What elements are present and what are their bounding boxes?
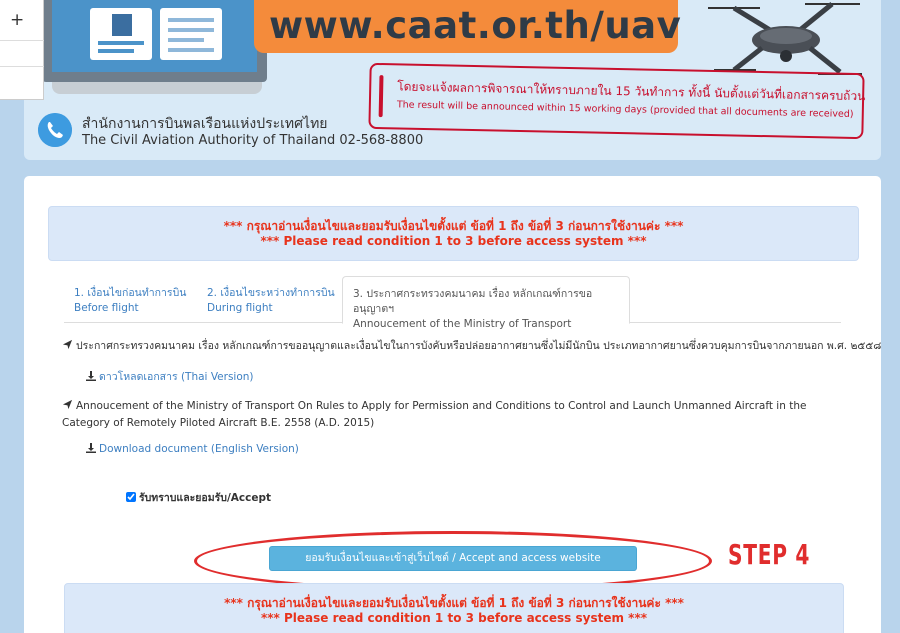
tab-label-english: Annoucement of the Ministry of Transport — [353, 318, 572, 330]
alert-thai: *** กรุณาอ่านเงื่อนไขและยอมรับเงื่อนไขตั้งแต่ ข้อที่ 1 ถึง ข้อที่ 3 ก่อนการใช้งานค่ะ *** — [224, 596, 684, 610]
send-icon — [62, 399, 73, 410]
condition-alert-bottom — [64, 583, 844, 633]
notice-english: The result will be announced within 15 working days (provided that all documents are received) — [396, 99, 854, 120]
download-icon — [86, 371, 96, 381]
result-notice — [368, 63, 864, 139]
laptop-illustration — [42, 0, 267, 82]
alert-thai: *** กรุณาอ่านเงื่อนไขและยอมรับเงื่อนไขตั้งแต่ ข้อที่ 1 ถึง ข้อที่ 3 ก่อนการใช้งานค่ะ *** — [223, 219, 684, 233]
id-card-illustration — [90, 8, 152, 60]
download-thai-link[interactable] — [86, 368, 254, 385]
notice-thai: โดยจะแจ้งผลการพิจารณาให้ทราบภายใน 15 วันทำการ ทั้งนี้ นับตั้งแต่วันที่เอกสารครบถ้วน — [397, 79, 866, 104]
condition-tabs — [64, 276, 841, 330]
alert-english: *** Please read condition 1 to 3 before access system *** — [260, 611, 647, 625]
download-icon — [86, 443, 96, 453]
main-panel — [24, 176, 881, 633]
tab-label-english: Before flight — [74, 302, 139, 314]
accept-checkbox-row[interactable] — [126, 489, 271, 506]
tab-label-thai: 1. เงื่อนไขก่อนทำการบิน — [74, 287, 187, 299]
tab-before-flight[interactable] — [64, 276, 189, 323]
org-name-english: The Civil Aviation Authority of Thailand 02-568-8800 — [82, 133, 424, 148]
url-banner — [254, 0, 682, 53]
laptop-screen — [52, 0, 257, 72]
announcement-english — [62, 398, 842, 432]
download-thai-text: ดาวโหลดเอกสาร (Thai Version) — [99, 371, 254, 383]
laptop-keyboard — [52, 82, 262, 94]
step-annotation: STEP 4 — [728, 538, 811, 571]
tab-label-english: During flight — [207, 302, 273, 314]
condition-alert — [48, 206, 859, 261]
download-english-text: Download document (English Version) — [99, 443, 299, 455]
url-text: www.caat.or.th/uav — [269, 4, 682, 47]
phone-icon — [38, 113, 72, 147]
announcement-english-text: Annoucement of the Ministry of Transport On Rules to Apply for Permission and Conditions to Control and Launch Unmanned Aircraft in the Category of Remotely Piloted Aircraft B.E. 2558 (A.D. 2015) — [62, 400, 807, 429]
tab-label-thai: 3. ประกาศกระทรวงคมนาคม เรื่อง หลักเกณฑ์การขออนุญาตฯ — [353, 288, 593, 315]
document-illustration — [160, 8, 222, 60]
banner — [24, 0, 881, 160]
alert-english: *** Please read condition 1 to 3 before access system *** — [260, 234, 647, 248]
tab-label-thai: 2. เงื่อนไขระหว่างทำการบิน — [207, 287, 335, 299]
zoom-in-button[interactable]: + — [10, 10, 25, 30]
accept-and-access-button[interactable]: ยอมรับเงื่อนไขและเข้าสู่เว็บไซต์ / Accept and access website — [269, 546, 637, 571]
map-zoom-control — [0, 0, 44, 100]
download-english-link[interactable] — [86, 443, 299, 455]
announcement-thai-text: ประกาศกระทรวงคมนาคม เรื่อง หลักเกณฑ์การขออนุญาตและเงื่อนไขในการบังคับหรือปล่อยอากาศยานซึ่งไม่มีนักบิน ประเภทอากาศยานซึ่งควบคุมการบินจากภายนอก พ.ศ. ๒๕๕๘ — [76, 340, 882, 352]
org-name-thai: สำนักงานการบินพลเรือนแห่งประเทศไทย — [82, 116, 328, 132]
send-icon — [62, 339, 73, 350]
announcement-thai — [62, 338, 882, 355]
accept-label: รับทราบและยอมรับ/Accept — [139, 492, 272, 504]
tab-during-flight[interactable] — [197, 276, 337, 323]
tab-ministry-announcement[interactable] — [342, 276, 630, 330]
accept-checkbox[interactable] — [126, 492, 136, 502]
